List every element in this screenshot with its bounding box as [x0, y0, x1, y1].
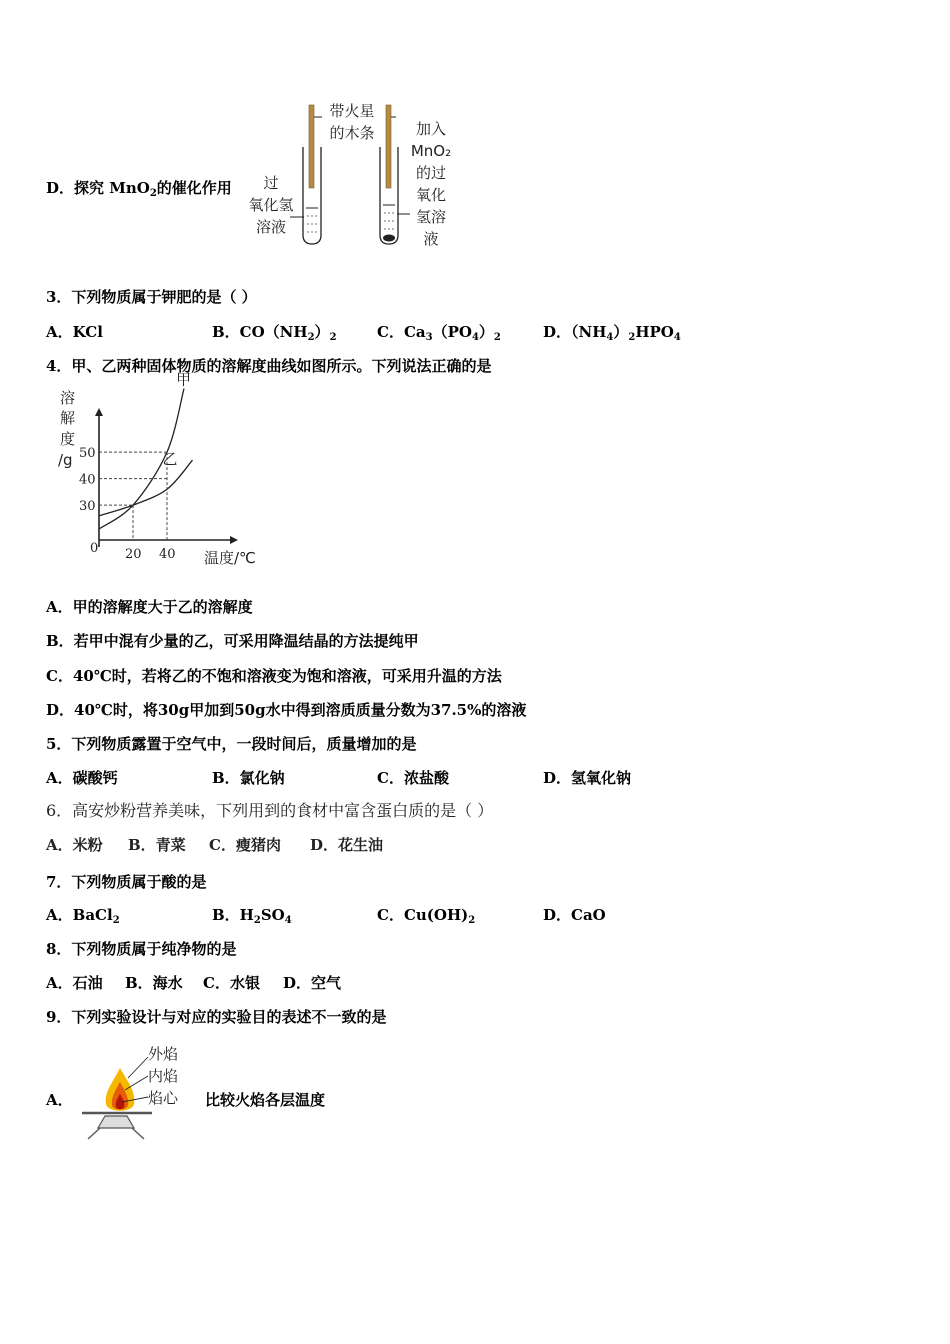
- flame-label-outer: 外焰: [148, 1045, 179, 1063]
- q5-option-a[interactable]: A．碳酸钙: [46, 769, 118, 787]
- series-label: 甲: [176, 370, 192, 389]
- tube-left-label: 过 氧化氢 溶液: [248, 174, 294, 236]
- q9-option-a-label[interactable]: A．: [46, 1091, 73, 1109]
- q7-option-a[interactable]: A．BaCl$_2$: [46, 906, 120, 926]
- flame-pointer: [128, 1057, 148, 1078]
- q4-stem: 4．甲、乙两种固体物质的溶解度曲线如图所示。下列说法正确的是: [46, 357, 492, 375]
- q5-stem: 5．下列物质露置于空气中，一段时间后，质量增加的是: [46, 735, 417, 753]
- q7-option-d[interactable]: D．CaO: [543, 906, 606, 924]
- burner-leg: [132, 1128, 144, 1139]
- origin-label: 0: [90, 541, 99, 556]
- q7-stem: 7．下列物质属于酸的是: [46, 873, 207, 891]
- flame-label-inner: 内焰: [148, 1067, 179, 1085]
- y-tick-label: 50: [79, 446, 96, 462]
- x-axis-label: 温度/℃: [204, 549, 256, 567]
- q6-option-b[interactable]: B．青菜: [128, 836, 186, 854]
- q8-option-b[interactable]: B．海水: [125, 974, 183, 992]
- q9-stem: 9．下列实验设计与对应的实验目的表述不一致的是: [46, 1008, 387, 1026]
- q8-option-d[interactable]: D．空气: [283, 974, 342, 992]
- y-tick-label: 30: [79, 499, 96, 515]
- ylabel-char: 解: [60, 409, 76, 427]
- q2-option-d: D．探究 MnO$_2$的催化作用: [46, 179, 232, 199]
- tube-top-label: 带火星 的木条: [329, 102, 375, 142]
- q3-stem: 3．下列物质属于钾肥的是（ ）: [46, 288, 257, 306]
- q3-option-c[interactable]: C．$Ca_3(PO_4)_2$: [377, 323, 501, 343]
- q6-option-a[interactable]: A．米粉: [46, 836, 103, 854]
- flame-label-core: 焰心: [148, 1089, 179, 1107]
- q4-option-a[interactable]: A．甲的溶解度大于乙的溶解度: [46, 598, 253, 616]
- q5-option-d[interactable]: D．氢氧化钠: [543, 769, 632, 787]
- q4-option-b[interactable]: B．若甲中混有少量的乙，可采用降温结晶的方法提纯甲: [46, 632, 419, 650]
- ylabel-char: 度: [60, 430, 76, 448]
- x-tick-label: 20: [125, 547, 142, 562]
- q6-option-c[interactable]: C．瘦猪肉: [209, 836, 281, 854]
- q7-option-c[interactable]: C．$Cu(OH)_2$: [377, 906, 476, 926]
- ylabel-char: 溶: [60, 389, 76, 407]
- q9-option-a-text: 比较火焰各层温度: [205, 1091, 326, 1109]
- y-tick-label: 40: [79, 472, 96, 488]
- tube-right-label: 加入 MnO₂ 的过 氧化 氢溶 液: [410, 120, 452, 248]
- q8-stem: 8．下列物质属于纯净物的是: [46, 940, 237, 958]
- burner-base: [98, 1116, 134, 1128]
- burner-leg: [88, 1128, 100, 1139]
- q4-option-d[interactable]: D．40℃时，将30g甲加到50g水中得到溶质质量分数为37.5%的溶液: [46, 701, 527, 719]
- q8-option-a[interactable]: A．石油: [46, 974, 103, 992]
- q3-option-b[interactable]: B．$CO(NH_2)_2$: [212, 323, 337, 343]
- q5-option-c[interactable]: C．浓盐酸: [377, 769, 449, 787]
- q8-option-c[interactable]: C．水银: [203, 974, 260, 992]
- q4-option-c[interactable]: C．40℃时，若将乙的不饱和溶液变为饱和溶液，可采用升温的方法: [46, 667, 502, 685]
- ylabel-char: /g: [58, 451, 73, 469]
- q3-option-d[interactable]: D．$(NH_4)_2HPO_4$: [543, 323, 681, 343]
- q6-stem: 6．高安炒粉营养美味，下列用到的食材中富含蛋白质的是（ ）: [46, 801, 494, 820]
- x-tick-label: 40: [159, 547, 176, 562]
- series-label: 乙: [162, 450, 178, 469]
- q5-option-b[interactable]: B．氯化钠: [212, 769, 285, 787]
- q6-option-d[interactable]: D．花生油: [310, 836, 384, 854]
- q7-option-b[interactable]: B．$H_2SO_4$: [212, 906, 292, 926]
- q3-option-a[interactable]: A．KCl: [46, 323, 103, 341]
